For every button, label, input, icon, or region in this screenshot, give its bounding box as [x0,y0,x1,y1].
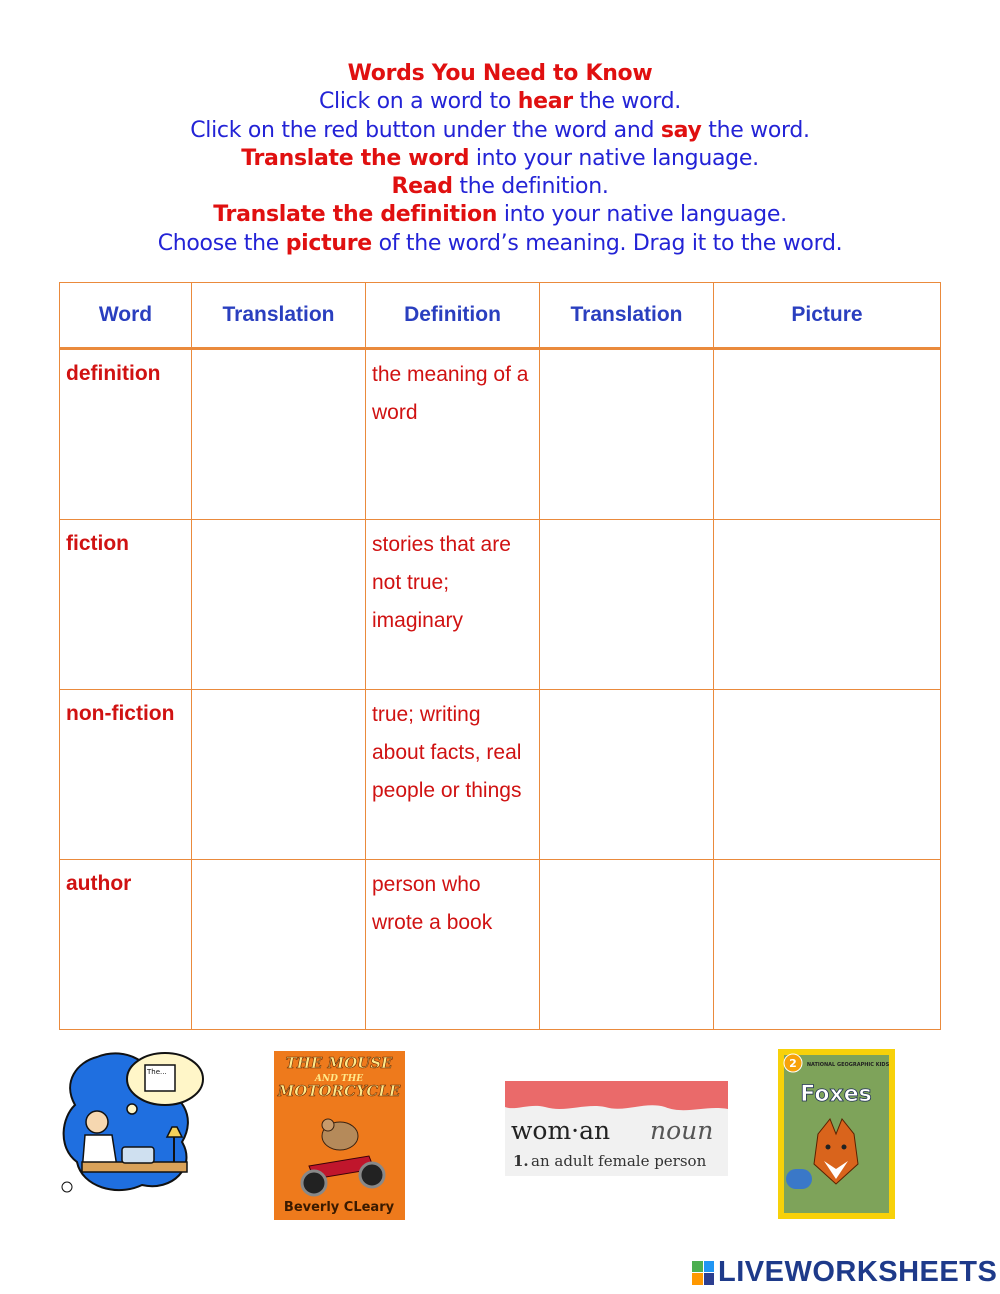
torn-red-strip [505,1081,728,1110]
publisher-brand: NATIONAL GEOGRAPHIC KIDS [806,1062,890,1068]
typewriter-icon [122,1147,154,1163]
header-picture: Picture [714,283,941,349]
definition-translation-field[interactable] [540,690,714,860]
rear-wheel-icon [302,1171,326,1195]
instruction-read: Read the definition. [391,174,609,200]
table-row [60,520,941,690]
header-word: Word [60,283,192,349]
word-translation-field[interactable] [192,860,366,1030]
definition-cell: stories that are not true; imaginary [366,520,540,690]
definition-translation-field[interactable] [540,349,714,520]
header-definition-translation: Translation [540,283,714,349]
reading-level: 2 [789,1057,797,1070]
dictionary-definition: an adult female person [531,1152,707,1170]
dictionary-entry-draggable[interactable] [505,1081,728,1176]
author-clipart-draggable[interactable] [57,1047,207,1197]
word-translation-field[interactable] [192,349,366,520]
table-header-row [60,283,941,349]
definition-translation-field[interactable] [540,520,714,690]
instructions [0,60,1000,258]
dictionary-word: wom·an [511,1116,611,1145]
fox-eye-right [842,1145,847,1150]
word-author[interactable]: author [66,872,132,895]
word-cell[interactable] [60,349,192,520]
mouse-motorcycle-book-draggable[interactable] [274,1051,405,1220]
instruction-say: Click on the red button under the word and say the word. [190,117,810,143]
person-head-icon [86,1111,108,1133]
book-title-line3: MOTORCYCLE [277,1082,401,1100]
thought-text: The... [147,1068,167,1076]
picture-drop-zone[interactable] [714,690,941,860]
liveworksheets-logo-icon [692,1261,714,1285]
word-cell[interactable] [60,520,192,690]
definition-cell: person who wrote a book [366,860,540,1030]
instruction-hear: Click on a word to hear the word. [318,89,681,115]
fox-eye-left [826,1145,831,1150]
word-fiction[interactable]: fiction [66,532,129,555]
instruction-picture: Choose the picture of the word’s meaning. Drag it to the word. [157,230,843,256]
word-translation-field[interactable] [192,690,366,860]
logo-text: LIVEWORKSHEETS [718,1256,998,1288]
word-definition[interactable]: definition [66,362,161,385]
definition-translation-field[interactable] [540,860,714,1030]
word-cell[interactable] [60,860,192,1030]
liveworksheets-logo [692,1256,997,1289]
dictionary-part-of-speech: noun [650,1116,714,1145]
dictionary-def-number: 1. [513,1152,529,1170]
table-row [60,860,941,1030]
paper-ball-icon [62,1182,72,1192]
worksheet-title: Words You Need to Know [347,61,653,86]
definition-cell: true; writing about facts, real people or things [366,690,540,860]
header-translation: Translation [192,283,366,349]
definition-cell: the meaning of a word [366,349,540,520]
word-translation-field[interactable] [192,520,366,690]
book-title-line1: THE MOUSE [285,1054,393,1072]
word-cell[interactable] [60,690,192,860]
book-author: Beverly CLeary [283,1200,395,1215]
instruction-translate-definition: Translate the definition into your native language. [213,202,787,228]
picture-drop-zone[interactable] [714,520,941,690]
instruction-translate-word: Translate the word into your native language. [241,145,759,171]
thought-dot-icon [127,1104,137,1114]
book-title-line2: AND THE [314,1074,364,1084]
word-non-fiction[interactable]: non-fiction [66,702,175,725]
super-reader-badge [786,1169,812,1189]
foxes-book-draggable[interactable] [778,1049,895,1219]
table-row [60,690,941,860]
book-title: Foxes [800,1082,872,1107]
front-wheel-icon [360,1163,384,1187]
vocabulary-table [59,282,941,1030]
header-definition: Definition [366,283,540,349]
mouse-ear-icon [322,1119,334,1131]
table-row [60,349,941,520]
picture-drop-zone[interactable] [714,349,941,520]
picture-drop-zone[interactable] [714,860,941,1030]
